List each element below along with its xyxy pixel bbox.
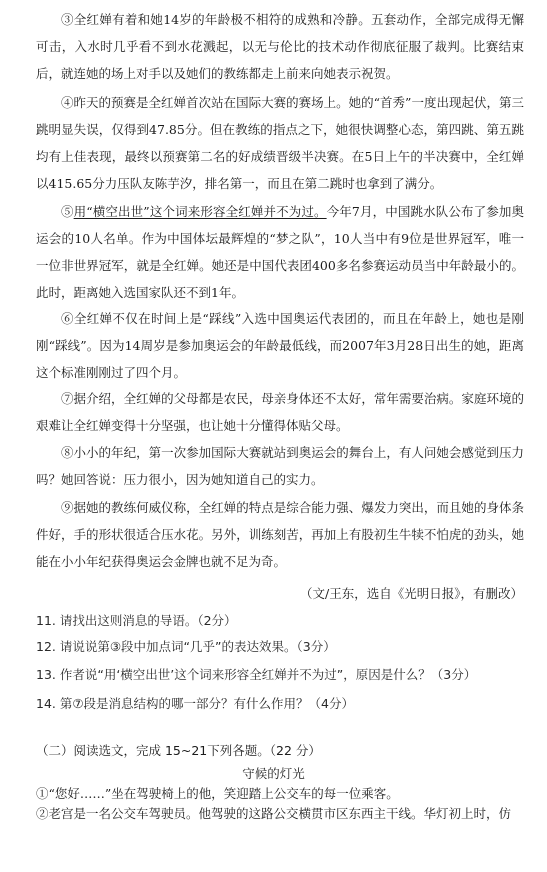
question-11: 11. 请找出这则消息的导语。（2分）	[36, 613, 237, 628]
article-source: （文/王东，选自《光明日报》，有删改）	[300, 586, 523, 601]
paragraph-6: ⑥全红婵不仅在时间上是“踩线”入选中国奥运代表团的，而且在年龄上，她也是刚刚“踩线”。因为14周岁是参加奥运会的年龄最低线，而2007年3月28日出生的她，距离这个标准刚刚过了四个月。	[36, 311, 524, 380]
section-2-paragraph-1: ①“您好……”坐在驾驶椅上的他，笑迎踏上公交车的每一位乘客。	[36, 786, 399, 801]
paragraph-9: ⑨据她的教练何威仪称，全红婵的特点是综合能力强、爆发力突出，而且她的身体条件好，手的形状很适合压水花。另外，训练刻苦，再加上有股初生牛犊不怕虎的劲头，她能在小小年纪获得奥运会金牌也就不足为奇。	[36, 500, 524, 569]
passage-title: 守候的灯光	[242, 766, 305, 781]
paragraph-8: ⑧小小的年纪，第一次参加国际大赛就站到奥运会的舞台上，有人问她会感觉到压力吗？她回答说：压力很小，因为她知道自己的实力。	[36, 445, 524, 487]
question-14: 14. 第⑦段是消息结构的哪一部分？有什么作用？（4分）	[36, 696, 355, 711]
section-2-paragraph-2: ②老宫是一名公交车驾驶员。他驾驶的这路公交横贯市区东西主干线。华灯初上时，仿	[36, 806, 512, 821]
underlined-sentence: 用“横空出世”这个词来形容全红婵并不为过。	[73, 204, 327, 219]
section-2-heading: （二）阅读选文，完成 15~21下列各题。（22 分）	[36, 743, 321, 758]
question-13: 13. 作者说“用‘横空出世’这个词来形容全红婵并不为过”，原因是什么？（3分）	[36, 667, 477, 682]
question-12: 12. 请说说第③段中加点词“几乎”的表达效果。（3分）	[36, 639, 336, 654]
paragraph-4: ④昨天的预赛是全红婵首次站在国际大赛的赛场上。她的“首秀”一度出现起伏，第三跳明显失误，仅得到47.85分。但在教练的指点之下，她很快调整心态，第四跳、第五跳均有上佳表现，最终以预赛第二名的好成绩晋级半决赛。在5日上午的半决赛中，全红婵以415.65分力压队友陈芋汐，排名第一，而且在第二跳时也拿到了满分。	[36, 95, 524, 191]
paragraph-5-rest: 今年7月，中国跳水队公布了参加奥运会的10人名单。作为中国体坛最辉煌的“梦之队”，10人当中有9位是世界冠军，唯一一位非世界冠军，就是全红婵。她还是中国代表团400多名参赛运动员当中年龄最小的。此时，距离她入选国家队还不到1年。	[36, 204, 524, 300]
paragraph-5-number: ⑤	[61, 204, 74, 219]
paragraph-5	[36, 198, 524, 306]
paragraph-7: ⑦据介绍，全红婵的父母都是农民，母亲身体还不太好，常年需要治病。家庭环境的艰难让全红婵变得十分坚强，也让她十分懂得体贴父母。	[36, 391, 524, 433]
paragraph-3: ③全红婵有着和她14岁的年龄极不相符的成熟和冷静。五套动作，全部完成得无懈可击，入水时几乎看不到水花溅起，以无与伦比的技术动作彻底征服了裁判。比赛结束后，就连她的场上对手以及她们的教练都走上前来向她表示祝贺。	[36, 12, 524, 81]
